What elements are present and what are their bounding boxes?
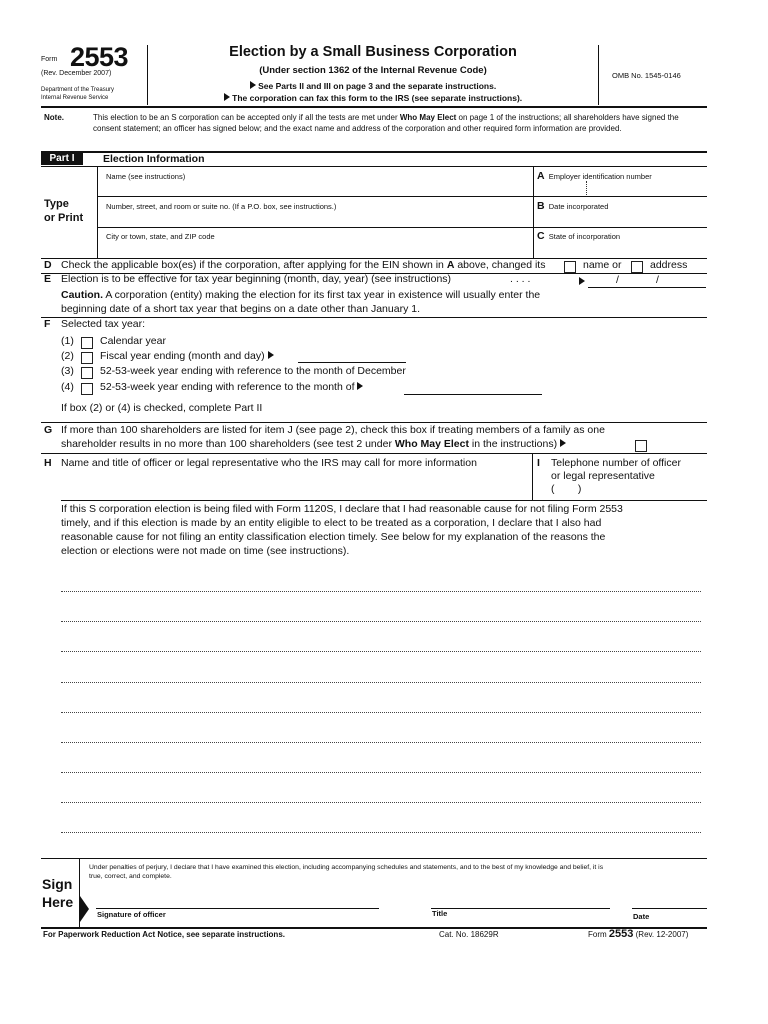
instruction-line-2: The corporation can fax this form to the IRS (see separate instructions). (148, 93, 598, 103)
note-label: Note. (44, 113, 64, 122)
line-h-letter: H (44, 457, 52, 469)
calendar-year-checkbox[interactable] (81, 337, 93, 349)
arrow-icon (268, 351, 274, 359)
perjury-statement: Under penalties of perjury, I declare that I have examined this election, including accompanying schedules and statements, and to the best of my knowledge and belief, it is true, correct, and complete. (89, 864, 604, 880)
week-year-month-input[interactable] (404, 394, 542, 395)
phone-field[interactable]: Telephone number of officer or legal representative ( ) (551, 457, 681, 495)
line-f-label: Selected tax year: (61, 318, 146, 330)
footer-form-id: Form 2553 (Rev. 12-2007) (588, 928, 689, 940)
title-label: Title (432, 909, 448, 918)
city-field[interactable]: City or town, state, and ZIP code (106, 232, 215, 241)
line-d: D (44, 259, 52, 271)
part-title: Election Information (103, 153, 205, 165)
ein-field[interactable]: A Employer identification number (537, 170, 652, 182)
address-changed-checkbox[interactable] (631, 261, 643, 273)
family-shareholder-checkbox[interactable] (635, 440, 647, 452)
cat-number: Cat. No. 18629R (439, 930, 499, 939)
paperwork-notice: For Paperwork Reduction Act Notice, see separate instructions. (43, 930, 285, 939)
arrow-icon (560, 439, 566, 447)
form-title: Election by a Small Business Corporation (229, 44, 517, 60)
sign-arrow-icon (80, 896, 89, 922)
street-field[interactable]: Number, street, and room or suite no. (If a P.O. box, see instructions.) (106, 202, 337, 211)
opt4-num: (4) (61, 381, 74, 393)
week-year-month-label: 52-53-week year ending with reference to the month of (100, 381, 363, 393)
week-year-december-label: 52-53-week year ending with reference to the month of December (100, 365, 406, 377)
effective-date-input[interactable]: / / (588, 274, 706, 288)
date-line[interactable] (632, 908, 707, 909)
signature-line[interactable] (96, 908, 379, 909)
caution-line-2: beginning date of a short tax year that begins on a date other than January 1. (61, 303, 420, 315)
title-line[interactable] (431, 908, 610, 909)
arrow-icon (357, 382, 363, 390)
officer-name-field[interactable]: Name and title of officer or legal representative who the IRS may call for more information (61, 457, 477, 469)
line-f-note: If box (2) or (4) is checked, complete Part II (61, 402, 263, 414)
arrow-icon (224, 93, 230, 101)
week-year-month-checkbox[interactable] (81, 383, 93, 395)
line-i-letter: I (537, 457, 540, 469)
line-e-leader: . . . . (510, 273, 531, 285)
line-g-text-1: If more than 100 shareholders are listed for item J (see page 2), check this box if treating members of a family as one (61, 424, 605, 436)
line-g-letter: G (44, 424, 53, 436)
signature-label: Signature of officer (97, 910, 166, 919)
address-changed-label: address (650, 259, 688, 271)
date-label: Date (633, 912, 650, 921)
dept-line-2: Internal Revenue Service (41, 95, 109, 101)
form-subtitle: (Under section 1362 of the Internal Revenue Code) (259, 65, 487, 76)
ein-separator (586, 181, 587, 195)
form-revision: (Rev. December 2007) (41, 70, 112, 77)
instruction-line-1: See Parts II and III on page 3 and the separate instructions. (148, 81, 598, 91)
week-year-december-checkbox[interactable] (81, 367, 93, 379)
note-text: This election to be an S corporation can be accepted only if all the tests are met under Who May Elect on page 1 of the instructions; all shareholders have signed the consent statement; an officer has signed below; and the exact name and address of the corporation and other required form information are provided. (93, 113, 679, 133)
arrow-icon (579, 277, 585, 285)
part-label: Part I (41, 153, 83, 165)
line-e-text: Election is to be effective for tax year beginning (month, day, year) (see instructions) (61, 273, 452, 285)
calendar-year-label: Calendar year (100, 335, 166, 347)
line-e-letter: E (44, 273, 52, 285)
name-field[interactable]: Name (see instructions) (106, 172, 186, 181)
fiscal-year-checkbox[interactable] (81, 352, 93, 364)
fiscal-year-input[interactable] (298, 362, 406, 363)
arrow-icon (250, 81, 256, 89)
state-incorporation-field[interactable]: C State of incorporation (537, 230, 621, 242)
late-election-statement: If this S corporation election is being filed with Form 1120S, I declare that I had reasonable cause for not filing Form 2553 timely, and if this election is made by an entity eligible to elect to be treated as a corporation, I declare that I also had reasonable cause for not filing an entity classification election timely. See below for my explanation of the reasons the election or elections were not made on time (see instructions). (61, 503, 623, 557)
date-incorporated-field[interactable]: B Date incorporated (537, 200, 609, 212)
caution-line-1: Caution. A corporation (entity) making the election for its first tax year in existence will usually enter the (61, 289, 541, 301)
line-g-text-2: shareholder results in no more than 100 shareholders (see test 2 under Who May Elect in the instructions) (61, 438, 566, 450)
type-or-print-label: Type or Print (44, 198, 84, 224)
omb-number: OMB No. 1545-0146 (612, 71, 681, 80)
dept-line-1: Department of the Treasury (41, 87, 115, 93)
opt3-num: (3) (61, 365, 74, 377)
opt2-num: (2) (61, 350, 74, 362)
sign-here-label: Sign Here (42, 876, 74, 910)
form-number: 2553 (70, 42, 129, 72)
line-f-letter: F (44, 318, 51, 330)
form-word: Form (41, 56, 58, 63)
name-changed-checkbox[interactable] (564, 261, 576, 273)
opt1-num: (1) (61, 335, 74, 347)
fiscal-year-label: Fiscal year ending (month and day) (100, 350, 274, 362)
line-d-text: Check the applicable box(es) if the corporation, after applying for the EIN shown in A above, changed its (61, 259, 546, 271)
name-changed-label: name or (583, 259, 622, 271)
